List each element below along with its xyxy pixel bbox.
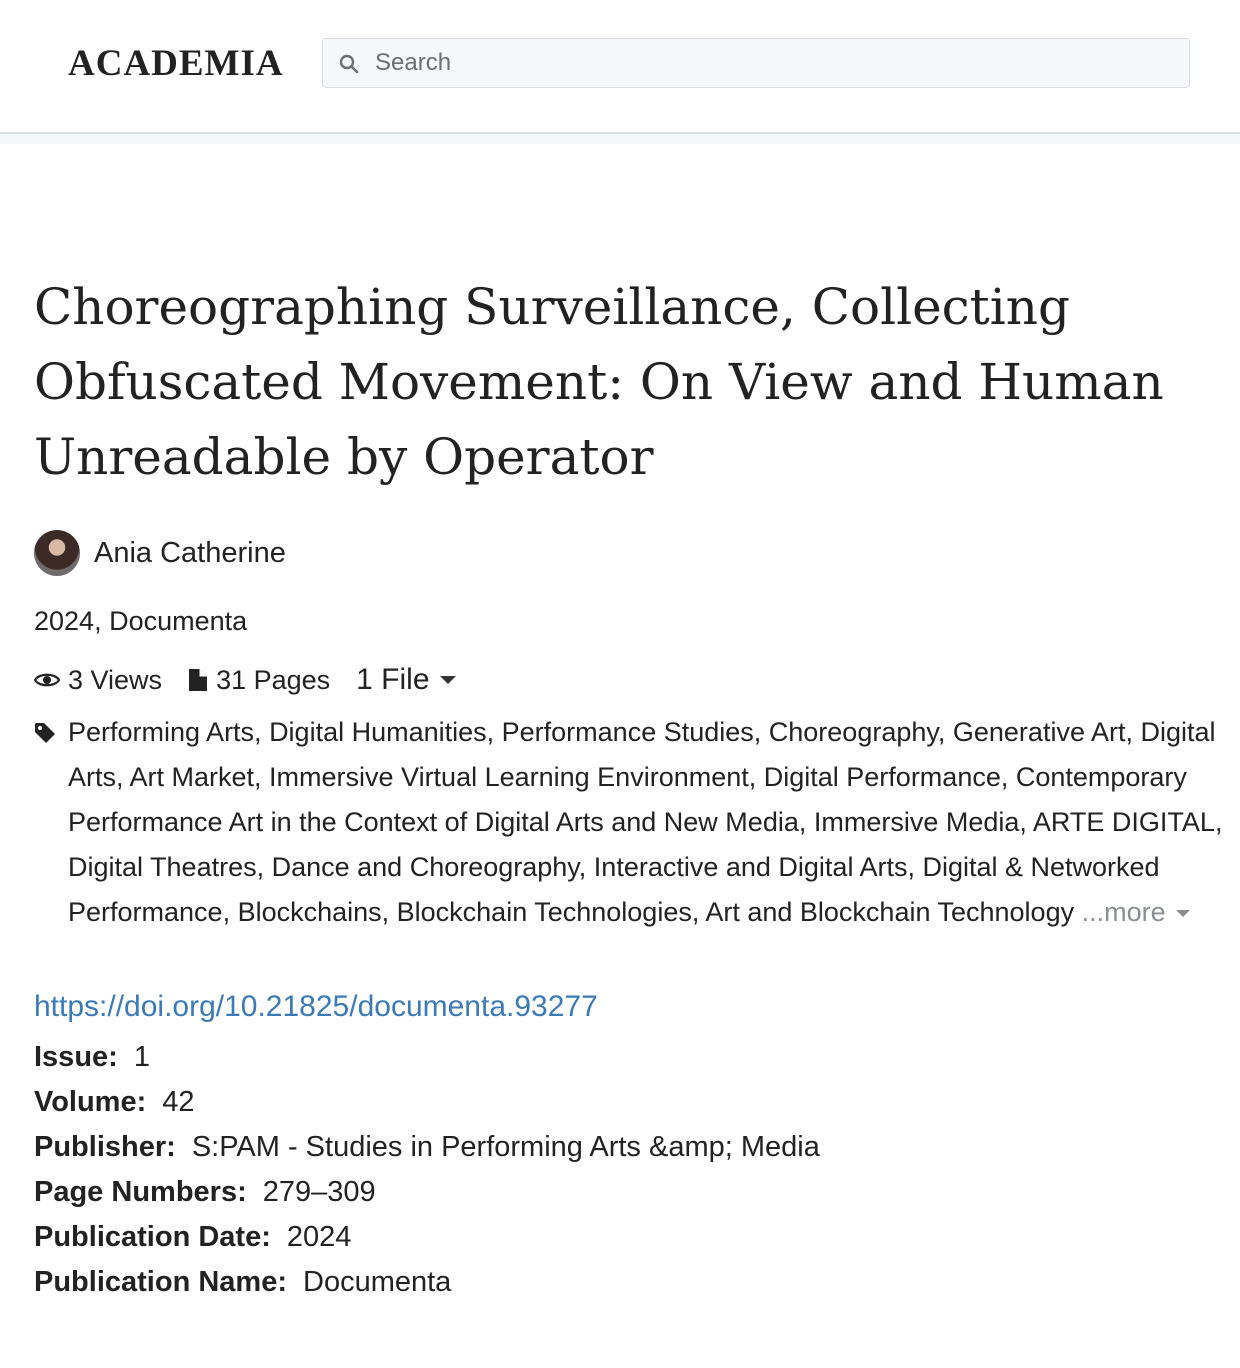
chevron-down-icon[interactable]	[1176, 910, 1190, 917]
meta-label: Issue:	[34, 1041, 118, 1073]
author-avatar[interactable]	[34, 530, 80, 576]
meta-publication-name	[34, 1260, 820, 1305]
file-icon	[188, 668, 208, 692]
meta-publisher	[34, 1125, 820, 1170]
more-tags-toggle[interactable]	[1082, 897, 1190, 927]
meta-value: 2024	[286, 1221, 352, 1253]
eye-icon	[34, 671, 60, 689]
meta-label: Publication Name:	[34, 1266, 287, 1298]
meta-value: 1	[133, 1041, 150, 1073]
files-dropdown[interactable]	[356, 663, 455, 697]
search-input[interactable]	[375, 39, 1175, 87]
views-stat	[34, 665, 162, 696]
meta-label: Publisher:	[34, 1131, 176, 1163]
meta-volume	[34, 1080, 820, 1125]
meta-value: S:PAM - Studies in Performing Arts &amp; Media	[191, 1131, 820, 1163]
meta-page-numbers	[34, 1170, 820, 1215]
chevron-down-icon[interactable]	[440, 676, 456, 684]
search-icon	[337, 52, 361, 76]
meta-issue	[34, 1035, 820, 1080]
tags-text[interactable]: Performing Arts, Digital Humanities, Performance Studies, Choreography, Generative Art, Digital Arts, Art Market, Immersive Virtual Learning Environment, Digital Performance, Contemporary Performance Art in the Context of Digital Arts and New Media, Immersive Media, ARTE DIGITAL, Digital Theatres, Dance and Choreography, Interactive and Digital Arts, Digital & Networked Performance, Blockchains, Blockchain Technologies, Art and Blockchain Technology	[68, 717, 1223, 927]
meta-publication-date	[34, 1215, 820, 1260]
author-name[interactable]: Ania Catherine	[94, 536, 286, 569]
pages-stat	[188, 665, 330, 696]
meta-value: 42	[162, 1086, 195, 1118]
search-box[interactable]	[322, 38, 1190, 88]
meta-value: 279–309	[262, 1176, 376, 1208]
paper-metadata	[34, 1035, 820, 1305]
research-interests	[34, 710, 1234, 935]
files-label[interactable]: 1 File	[356, 663, 430, 696]
publication-line: 2024, Documenta	[34, 606, 248, 636]
pages-count: 31 Pages	[216, 664, 331, 695]
tag-icon	[34, 722, 56, 744]
academia-logo[interactable]: ACADEMIA	[68, 43, 284, 84]
meta-value: Documenta	[303, 1266, 452, 1298]
meta-label: Volume:	[34, 1086, 147, 1118]
tags-list	[68, 710, 1234, 935]
subheader-strip	[0, 134, 1240, 144]
top-navigation-bar	[0, 0, 1240, 134]
paper-stats	[34, 660, 456, 700]
views-count: 3 Views	[68, 664, 163, 695]
doi-link[interactable]: https://doi.org/10.21825/documenta.93277	[34, 990, 598, 1023]
meta-label: Page Numbers:	[34, 1176, 247, 1208]
more-label[interactable]: ...more	[1081, 897, 1166, 927]
paper-title: Choreographing Surveillance, Collecting Obfuscated Movement: On View and Human Unreadable by Operator	[34, 278, 1164, 486]
meta-label: Publication Date:	[34, 1221, 271, 1253]
author-row[interactable]	[34, 530, 286, 576]
